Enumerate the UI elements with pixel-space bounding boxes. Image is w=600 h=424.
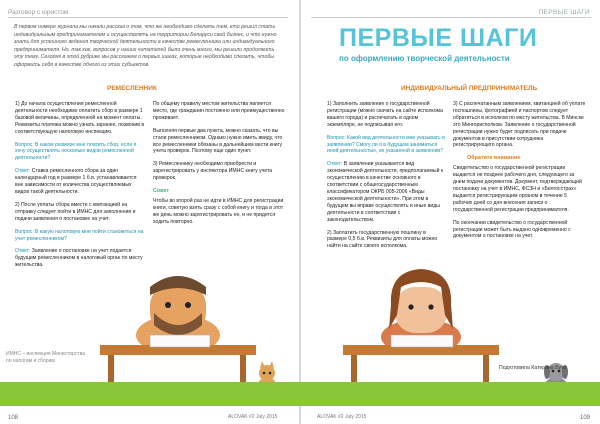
answer-paragraph xyxy=(327,161,445,223)
body-paragraph: 1) До начала осуществления ремесленной деятельности необходимо оплатить сбор в размере 1 базовой величины, определенной на момент оплаты. Реквизиты платежа можно узнать заранее, позвонив в соответствующую налоговую инспекцию. xyxy=(15,101,145,135)
right-page xyxy=(301,0,600,424)
answer-label: Ответ: xyxy=(15,248,31,255)
question-paragraph xyxy=(15,142,145,163)
callout-heading: Обратите внимание xyxy=(467,155,521,162)
body-paragraph: 2) После уплаты сбора вместе с квитанцией на отправку следует пойти в ИМНС для заполнения и подачи заявления о постановке на учет. xyxy=(15,201,136,222)
answer-paragraph xyxy=(15,168,145,196)
intro-paragraph: В первом номере журнала мы начали рассказ о том, что же необходимо сделать тем, кто решил стать индивидуальным предпринимателем и осуществлять на территории Беларуси свой бизнес, и что нужно знать для успешного ведения творческой деятельности в качестве ремесленника или индивидуального предпринимателя. Но, так как, вопросов у наших читателей было очень много, мы решили продолжить эту тему. Сегодня в этой рубрике мы расскажем о первых шагах, которые необходимо сделать, чтобы оформить себя в качестве одного из этих субъектов. xyxy=(14,24,277,68)
rubric-tag: ПЕРВЫЕ ШАГИ xyxy=(538,9,590,16)
question-paragraph xyxy=(327,135,445,156)
rubric-tag: Разговор с юристом xyxy=(8,9,69,16)
question-label: Вопрос: xyxy=(327,134,346,141)
body-paragraph: Выполняя первые два пункта, можно сказать, что вы стали ремесленником. Однако нужно иметь ввиду, что все ремесленники обязаны в дальнейшем вести книгу учета проверок. Поэтому еще один пункт. xyxy=(153,127,283,155)
question-label: Вопрос: xyxy=(15,228,34,235)
header-rule xyxy=(8,17,288,18)
section-heading-craftsman: РЕМЕСЛЕННИК xyxy=(107,85,157,92)
article-title: ПЕРВЫЕ ШАГИ xyxy=(339,24,538,52)
man-at-desk-illustration xyxy=(98,265,258,385)
left-page xyxy=(0,0,299,424)
author-credit: Подготовила Катерина Буто xyxy=(499,365,567,371)
magazine-footer: ALOVAK #2 July 2015 xyxy=(228,414,278,420)
right-column-1 xyxy=(327,101,445,256)
right-column-2 xyxy=(453,101,586,246)
body-paragraph: Свидетельство о государственной регистрации выдается не позднее рабочего дня, следующего за днем подачи документов. Документ, подтверждающий постановку на учет в ИМНС, ФСЗН и «Белгосстрах» выдается регистрирующим органом в течение 5 рабочих дней со дня внесения записи о государственной регистрации предпринимателя. xyxy=(453,165,582,213)
left-column-1 xyxy=(15,101,145,275)
body-paragraph: 3) Ремесленнику необходимо приобрести и зарегистрировать у инспектора ИМНС книгу учета проверок. xyxy=(153,161,273,182)
answer-label: Ответ: xyxy=(327,161,343,168)
paragraph-text: Какой вид деятельности мне указывать в заявлении? Смогу ли я в будущем заниматься иной деятельностью, не указанной в заявлении? xyxy=(327,134,445,155)
page-number: 108 xyxy=(8,415,19,421)
body-paragraph: 3) С распечатанным заявлением, квитанцией об уплате госпошлины, фотографией и паспортом следует обратиться в исполком по месту жительства. В Минске это Мингорисполком. Заявление о государственной регистрации нужно будет подписать при подаче документов в присутствии сотрудника регистрирующего органа. xyxy=(453,101,586,149)
body-paragraph: 2) Заплатить государственную пошлину в размере 0,5 б.в. Реквизиты для оплаты можно найти на сайте своего исполкома. xyxy=(327,229,438,250)
paragraph-text: В какую налоговую мне пойти становиться на учет ремесленником? xyxy=(15,228,144,242)
grass-strip xyxy=(0,382,600,406)
section-heading-entrepreneur: ИНДИВИДУАЛЬНЫЙ ПРЕДПРИНИМАТЕЛЬ xyxy=(401,85,538,92)
header-rule xyxy=(311,17,591,18)
left-column-2 xyxy=(153,101,286,232)
paragraph-text: В каком размере мне платить сбор, если я хочу осуществлять несколько видов ремесленной деятельности? xyxy=(15,141,137,162)
question-paragraph xyxy=(15,229,145,243)
body-paragraph: По окончании свидетельство о государственной регистрации может быть выдано одновременно с документом о постановке на учет. xyxy=(453,219,571,240)
callout-heading: Совет xyxy=(153,188,169,195)
article-subtitle: по оформлению творческой деятельности xyxy=(339,54,510,63)
woman-at-desk-illustration xyxy=(341,265,501,385)
paragraph-text: В заявлении указывается вид экономической деятельности, предполагаемый к осуществлению в качестве основного в соответствии с общегосударственным классификатором ОКРБ 005-2006 «Виды экономической деятельности». При этом в будущем вы вправе осуществлять и иные виды деятельности в соответствии с законодательством. xyxy=(327,161,444,223)
question-label: Вопрос: xyxy=(15,141,34,148)
paragraph-text: Заявление о постановке на учет подается будущим ремесленником в налоговый орган по месту жительства. xyxy=(15,248,143,269)
footnote: ИМНС – инспекция Министерства по налогам и сборам xyxy=(6,351,86,364)
body-paragraph: Чтобы во второй раз не идти в ИМНС для регистрации книги, советую взять сразу с собой книгу и тогда в этот же день можно зарегистрировать ее, и не придется ходить повторно. xyxy=(153,197,284,225)
body-paragraph: 1) Заполнить заявление о государственной регистрации (можно скачать на сайте исполкома вашего города) и распечатать в одном экземпляре, не подписывая его. xyxy=(327,101,443,128)
page-number: 109 xyxy=(579,415,590,421)
body-paragraph: По общему правилу местом жительства является место, где гражданин постоянно или преимущественно проживает. xyxy=(153,101,285,121)
magazine-footer: ALOVAK #2 July 2015 xyxy=(317,414,367,420)
answer-label: Ответ: xyxy=(15,168,31,175)
paragraph-text: Ставка ремесленного сбора за один календарный год в размере 1 б.в. устанавливается вне зависимости от количества осуществляемых видов такой деятельности. xyxy=(15,168,137,195)
